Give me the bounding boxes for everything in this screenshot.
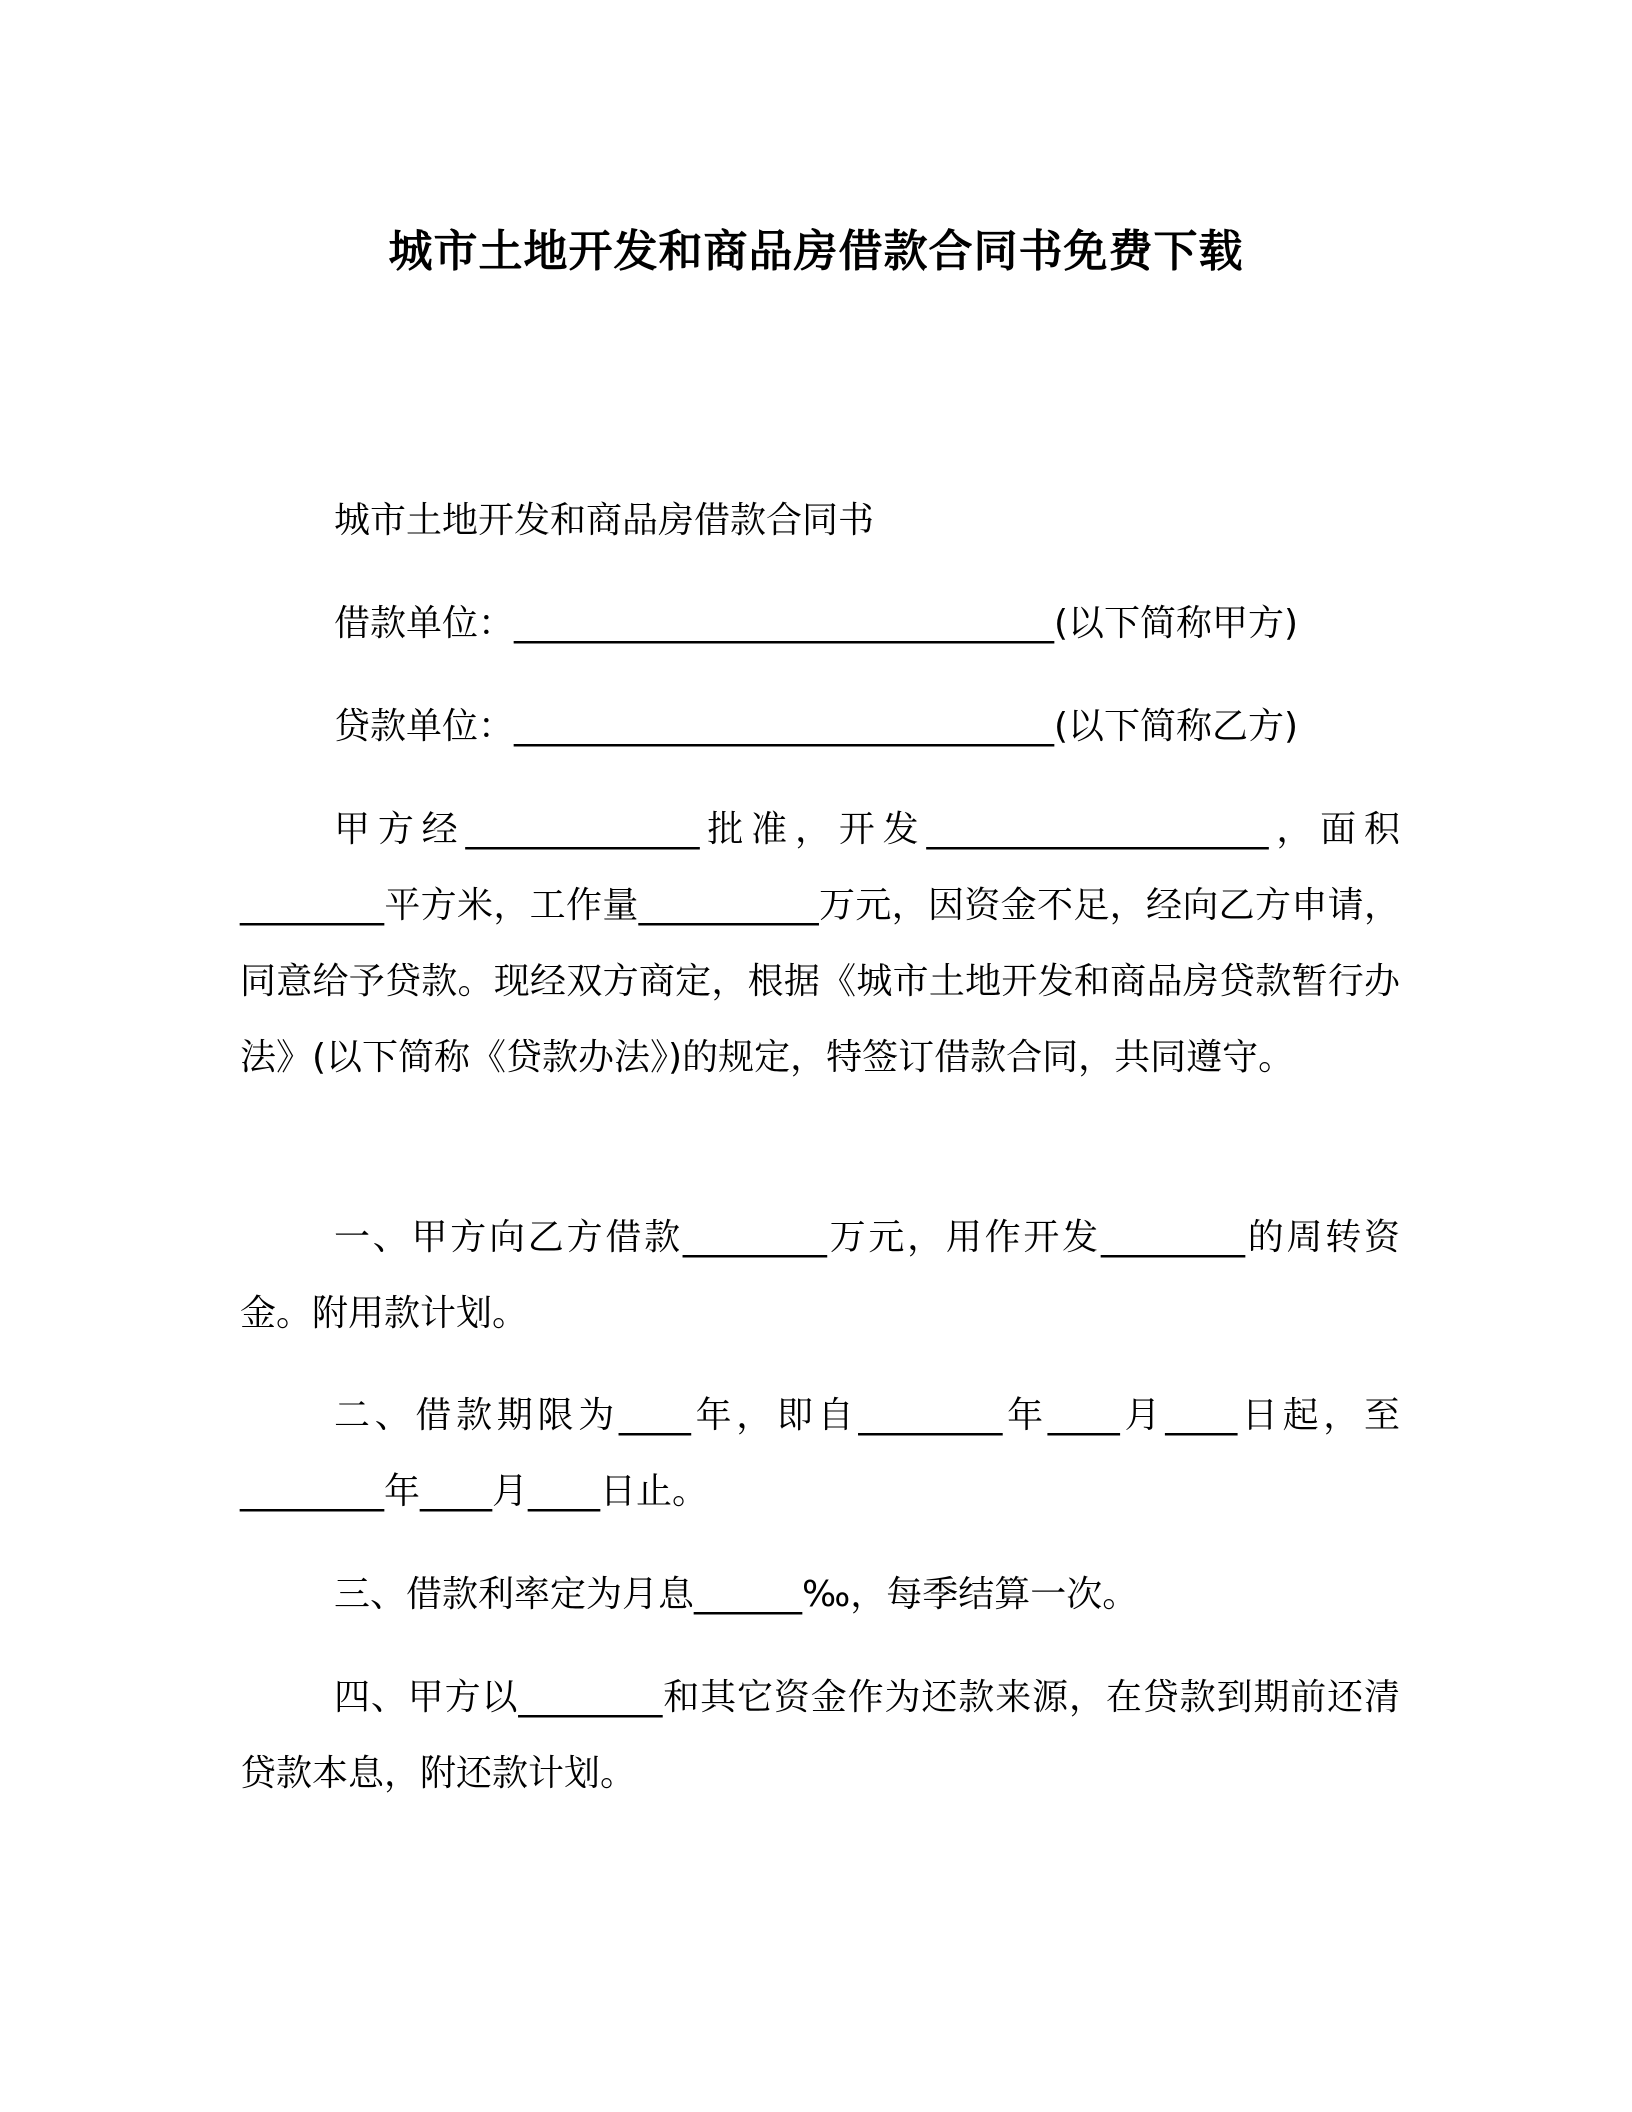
intro-paragraph: 甲方经_____________批准，开发___________________，面积________平方米，工作量__________万元，因资金不足，经向乙方申请，同意给予贷款。现经双方商定，根据《城市土地开发和商品房贷款暂行办法》(以下简称《贷款办法》)的规定，特签订借款合同，共同遵守。 xyxy=(240,809,1400,1078)
borrower-line: 借款单位：______________________________(以下简称甲方) xyxy=(334,603,1299,644)
clause-4: 四、甲方以________和其它资金作为还款来源，在贷款到期前还清贷款本息，附还款计划。 xyxy=(240,1677,1400,1794)
clause-3: 三、借款利率定为月息______‰，每季结算一次。 xyxy=(334,1574,1139,1615)
document-title: 城市土地开发和商品房借款合同书免费下载 xyxy=(388,226,1244,277)
clause-2: 二、借款期限为____年，即自________年____月____日起，至________年____月____日止。 xyxy=(240,1395,1400,1512)
lender-line: 贷款单位：______________________________(以下简称乙方) xyxy=(334,706,1299,747)
clause-1: 一、甲方向乙方借款________万元，用作开发________的周转资金。附用款计划。 xyxy=(240,1217,1400,1334)
contract-subtitle: 城市土地开发和商品房借款合同书 xyxy=(334,500,875,541)
